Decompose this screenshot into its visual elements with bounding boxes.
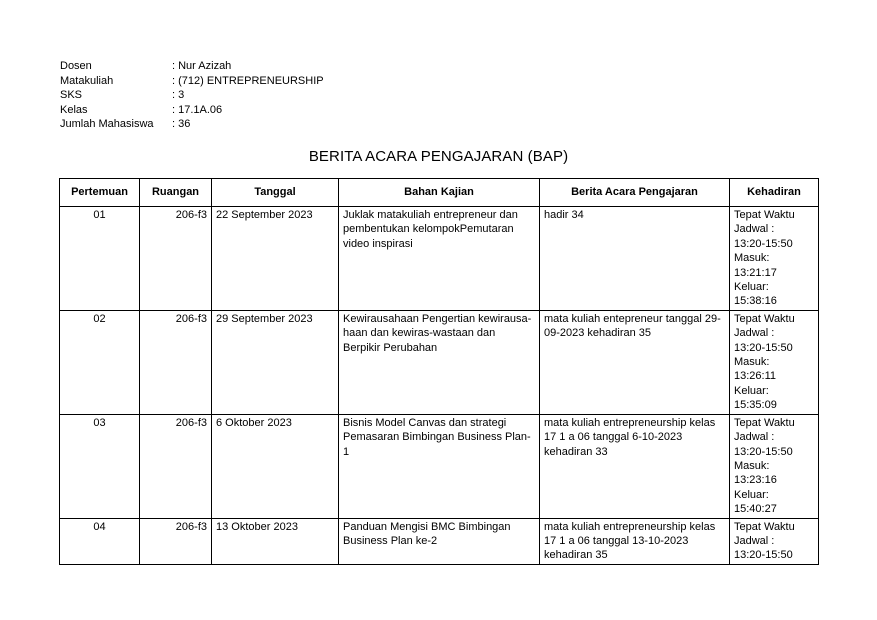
info-label: Matakuliah: [60, 74, 114, 87]
cell-ruangan: 206-f3: [140, 207, 212, 311]
cell-berita-acara: hadir 34: [540, 207, 730, 311]
kehadiran-line: 15:35:09: [734, 399, 777, 412]
bap-table: [59, 178, 819, 565]
info-row-jumlah-mahasiswa: [60, 117, 324, 132]
cell-bahan-kajian: Bisnis Model Canvas dan strategi Pemasaran Bimbingan Business Plan-1: [339, 414, 540, 518]
cell-kehadiran: [730, 207, 819, 311]
info-label: Kelas: [60, 103, 88, 116]
info-value: : 36: [172, 118, 191, 131]
cell-pertemuan: 04: [60, 518, 140, 564]
cell-tanggal: 6 Oktober 2023: [212, 414, 339, 518]
kehadiran-line: Keluar:: [734, 488, 769, 501]
document-title: BERITA ACARA PENGAJARAN (BAP): [308, 148, 569, 165]
table-header-row: [60, 179, 819, 207]
info-row-sks: [60, 88, 324, 103]
lecture-info: [60, 59, 324, 132]
cell-bahan-kajian: Panduan Mengisi BMC Bimbingan Business Plan ke-2: [339, 518, 540, 564]
cell-tanggal: 22 September 2023: [212, 207, 339, 311]
info-row-matakuliah: [60, 74, 324, 89]
info-value: : 3: [172, 89, 185, 102]
cell-kehadiran: [730, 518, 819, 564]
kehadiran-line: 13:20-15:50: [734, 237, 793, 250]
kehadiran-line: 13:20-15:50: [734, 549, 793, 562]
kehadiran-line: Masuk:: [734, 459, 770, 472]
cell-kehadiran: [730, 310, 819, 414]
cell-berita-acara: mata kuliah entepreneur tanggal 29-09-2023 kehadiran 35: [540, 310, 730, 414]
cell-ruangan: 206-f3: [140, 518, 212, 564]
kehadiran-line: 15:40:27: [734, 503, 777, 516]
cell-ruangan: 206-f3: [140, 414, 212, 518]
table-row: [60, 414, 819, 518]
kehadiran-line: Jadwal :: [734, 431, 775, 444]
info-value: : (712) ENTREPRENEURSHIP: [172, 74, 324, 87]
cell-tanggal: 29 September 2023: [212, 310, 339, 414]
cell-pertemuan: 01: [60, 207, 140, 311]
column-header-bahan-kajian: Bahan Kajian: [339, 179, 540, 207]
kehadiran-line: Jadwal :: [734, 327, 775, 340]
kehadiran-line: Tepat Waktu: [734, 312, 795, 325]
info-label: SKS: [60, 89, 83, 102]
kehadiran-line: 13:20-15:50: [734, 341, 793, 354]
kehadiran-line: Masuk:: [734, 252, 770, 265]
cell-pertemuan: 03: [60, 414, 140, 518]
kehadiran-line: Tepat Waktu: [734, 416, 795, 429]
info-row-dosen: [60, 59, 324, 74]
kehadiran-line: Masuk:: [734, 356, 770, 369]
kehadiran-line: Keluar:: [734, 384, 769, 397]
info-label: Jumlah Mahasiswa: [60, 118, 154, 131]
table-row: [60, 310, 819, 414]
column-header-kehadiran: Kehadiran: [730, 179, 819, 207]
info-value: : Nur Azizah: [172, 60, 232, 72]
info-label: Dosen: [60, 60, 92, 72]
kehadiran-line: 13:26:11: [734, 370, 777, 383]
table-row: [60, 207, 819, 311]
column-header-berita-acara: Berita Acara Pengajaran: [540, 179, 730, 207]
info-row-kelas: [60, 103, 324, 118]
kehadiran-line: Keluar:: [734, 281, 769, 294]
cell-ruangan: 206-f3: [140, 310, 212, 414]
table-row: [60, 518, 819, 564]
kehadiran-line: Tepat Waktu: [734, 209, 795, 221]
column-header-ruangan: Ruangan: [140, 179, 212, 207]
kehadiran-line: Jadwal :: [734, 534, 775, 547]
cell-pertemuan: 02: [60, 310, 140, 414]
cell-tanggal: 13 Oktober 2023: [212, 518, 339, 564]
kehadiran-line: 13:20-15:50: [734, 445, 793, 458]
info-value: : 17.1A.06: [172, 103, 223, 116]
kehadiran-line: 13:21:17: [734, 266, 777, 279]
kehadiran-line: Jadwal :: [734, 223, 775, 236]
cell-bahan-kajian: Kewirausahaan Pengertian kewirausa-haan dan kewiras-wastaan dan Berpikir Perubahan: [339, 310, 540, 414]
kehadiran-line: Tepat Waktu: [734, 520, 795, 533]
kehadiran-line: 15:38:16: [734, 295, 777, 308]
cell-bahan-kajian: Juklak matakuliah entrepreneur dan pembentukan kelompokPemutaran video inspirasi: [339, 207, 540, 311]
cell-kehadiran: [730, 414, 819, 518]
cell-berita-acara: mata kuliah entrepreneurship kelas 17 1 a 06 tanggal 13-10-2023 kehadiran 35: [540, 518, 730, 564]
cell-berita-acara: mata kuliah entrepreneurship kelas 17 1 a 06 tanggal 6-10-2023 kehadiran 33: [540, 414, 730, 518]
column-header-tanggal: Tanggal: [212, 179, 339, 207]
kehadiran-line: 13:23:16: [734, 474, 777, 487]
column-header-pertemuan: Pertemuan: [60, 179, 140, 207]
